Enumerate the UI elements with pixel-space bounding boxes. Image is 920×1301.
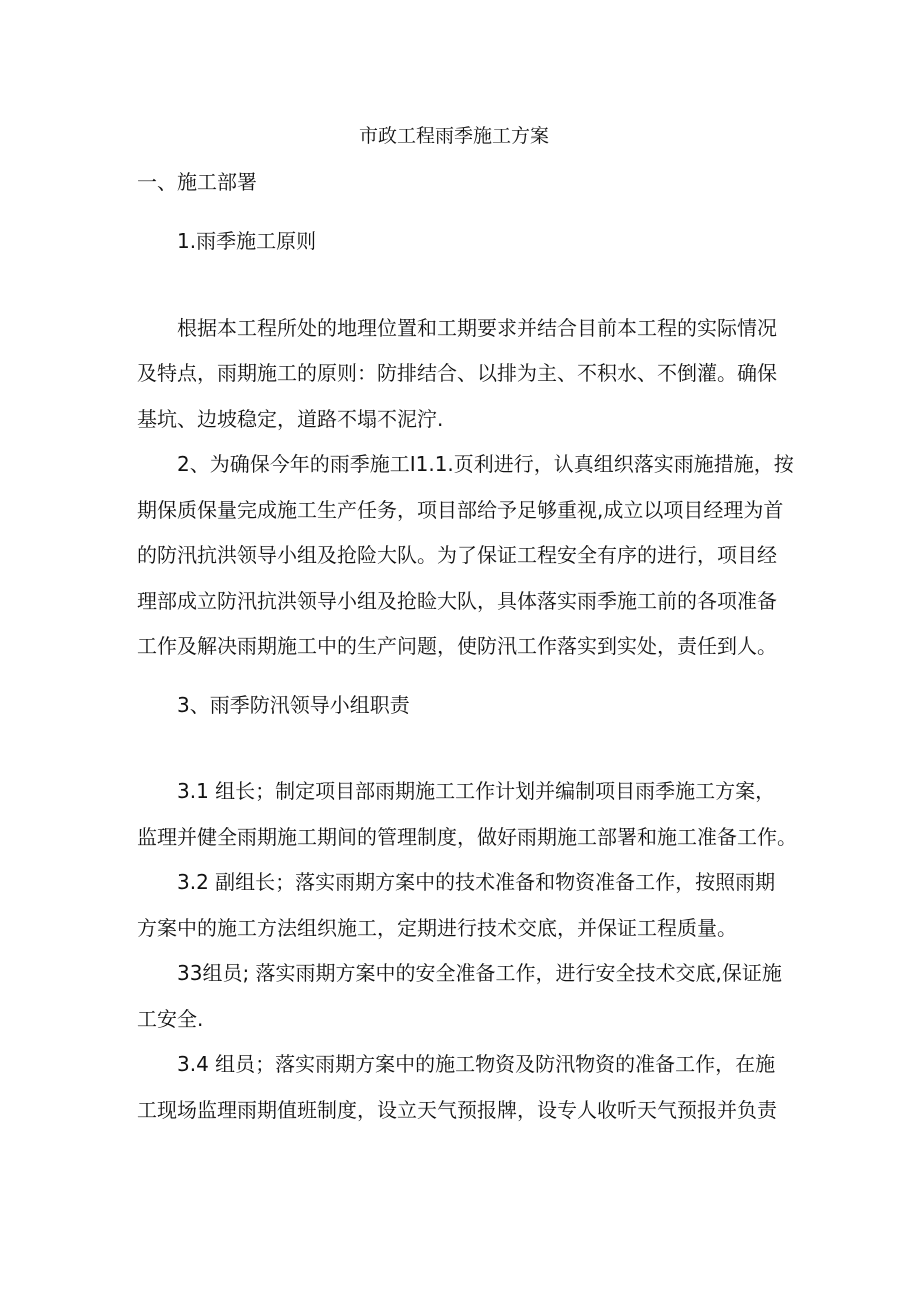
paragraph-line: 2、为确保今年的雨季施工I1.1.页利进行，认真组织落实雨施措施，按 (177, 452, 794, 476)
paragraph-line: 方案中的施工方法组织施工，定期进行技术交底，并保证工程质量。 (137, 916, 737, 940)
section-heading: 一、施工部署 (137, 170, 257, 194)
paragraph-line: 期保质保量完成施工生产任务，项目部给予足够重视,成立以项目经理为首 (137, 498, 784, 522)
paragraph-line: 的防汛抗洪领导小组及抢险大队。为了保证工程安全有序的进行，项目经 (137, 543, 777, 567)
paragraph-line: 监理并健全雨期施工期间的管理制度，做好雨期施工部署和施工准备工作。 (137, 825, 797, 849)
subsection-heading: 1.雨季施工原则 (177, 229, 317, 253)
paragraph-line: 理部成立防汛抗洪领导小组及抢睑大队，具体落实雨季施工前的各项准备 (137, 589, 777, 613)
paragraph-line: 根据本工程所处的地理位置和工期要求并结合目前本工程的实际情况 (177, 316, 777, 340)
paragraph-line: 工作及解决雨期施工中的生产问题，使防汛工作落实到实处，责任到人。 (137, 634, 777, 658)
paragraph-line: 3.4 组员；落实雨期方案中的施工物资及防汛物资的准备工作，在施 (177, 1052, 776, 1076)
paragraph-line: 及特点，雨期施工的原则：防排结合、以排为主、不积水、不倒灌。确保 (137, 361, 777, 385)
paragraph-line: 33组员; 落实雨期方案中的安全准备工作，进行安全技术交底,保证施 (177, 961, 782, 985)
paragraph-line: 3.2 副组长；落实雨期方案中的技术准备和物资准备工作，按照雨期 (177, 870, 776, 894)
paragraph-line: 工安全. (137, 1007, 204, 1031)
paragraph-line: 工现场监理雨期值班制度，设立天气预报牌，设专人收听天气预报并负责 (137, 1098, 777, 1122)
paragraph-line: 3.1 组长；制定项目部雨期施工工作计划并编制项目雨季施工方案， (177, 779, 776, 803)
subsection-heading: 3、雨季防汛领导小组职责 (177, 693, 410, 717)
paragraph-line: 基坑、边坡稳定，道路不塌不泥泞. (137, 407, 444, 431)
document-title: 市政工程雨季施工方案 (359, 125, 550, 147)
